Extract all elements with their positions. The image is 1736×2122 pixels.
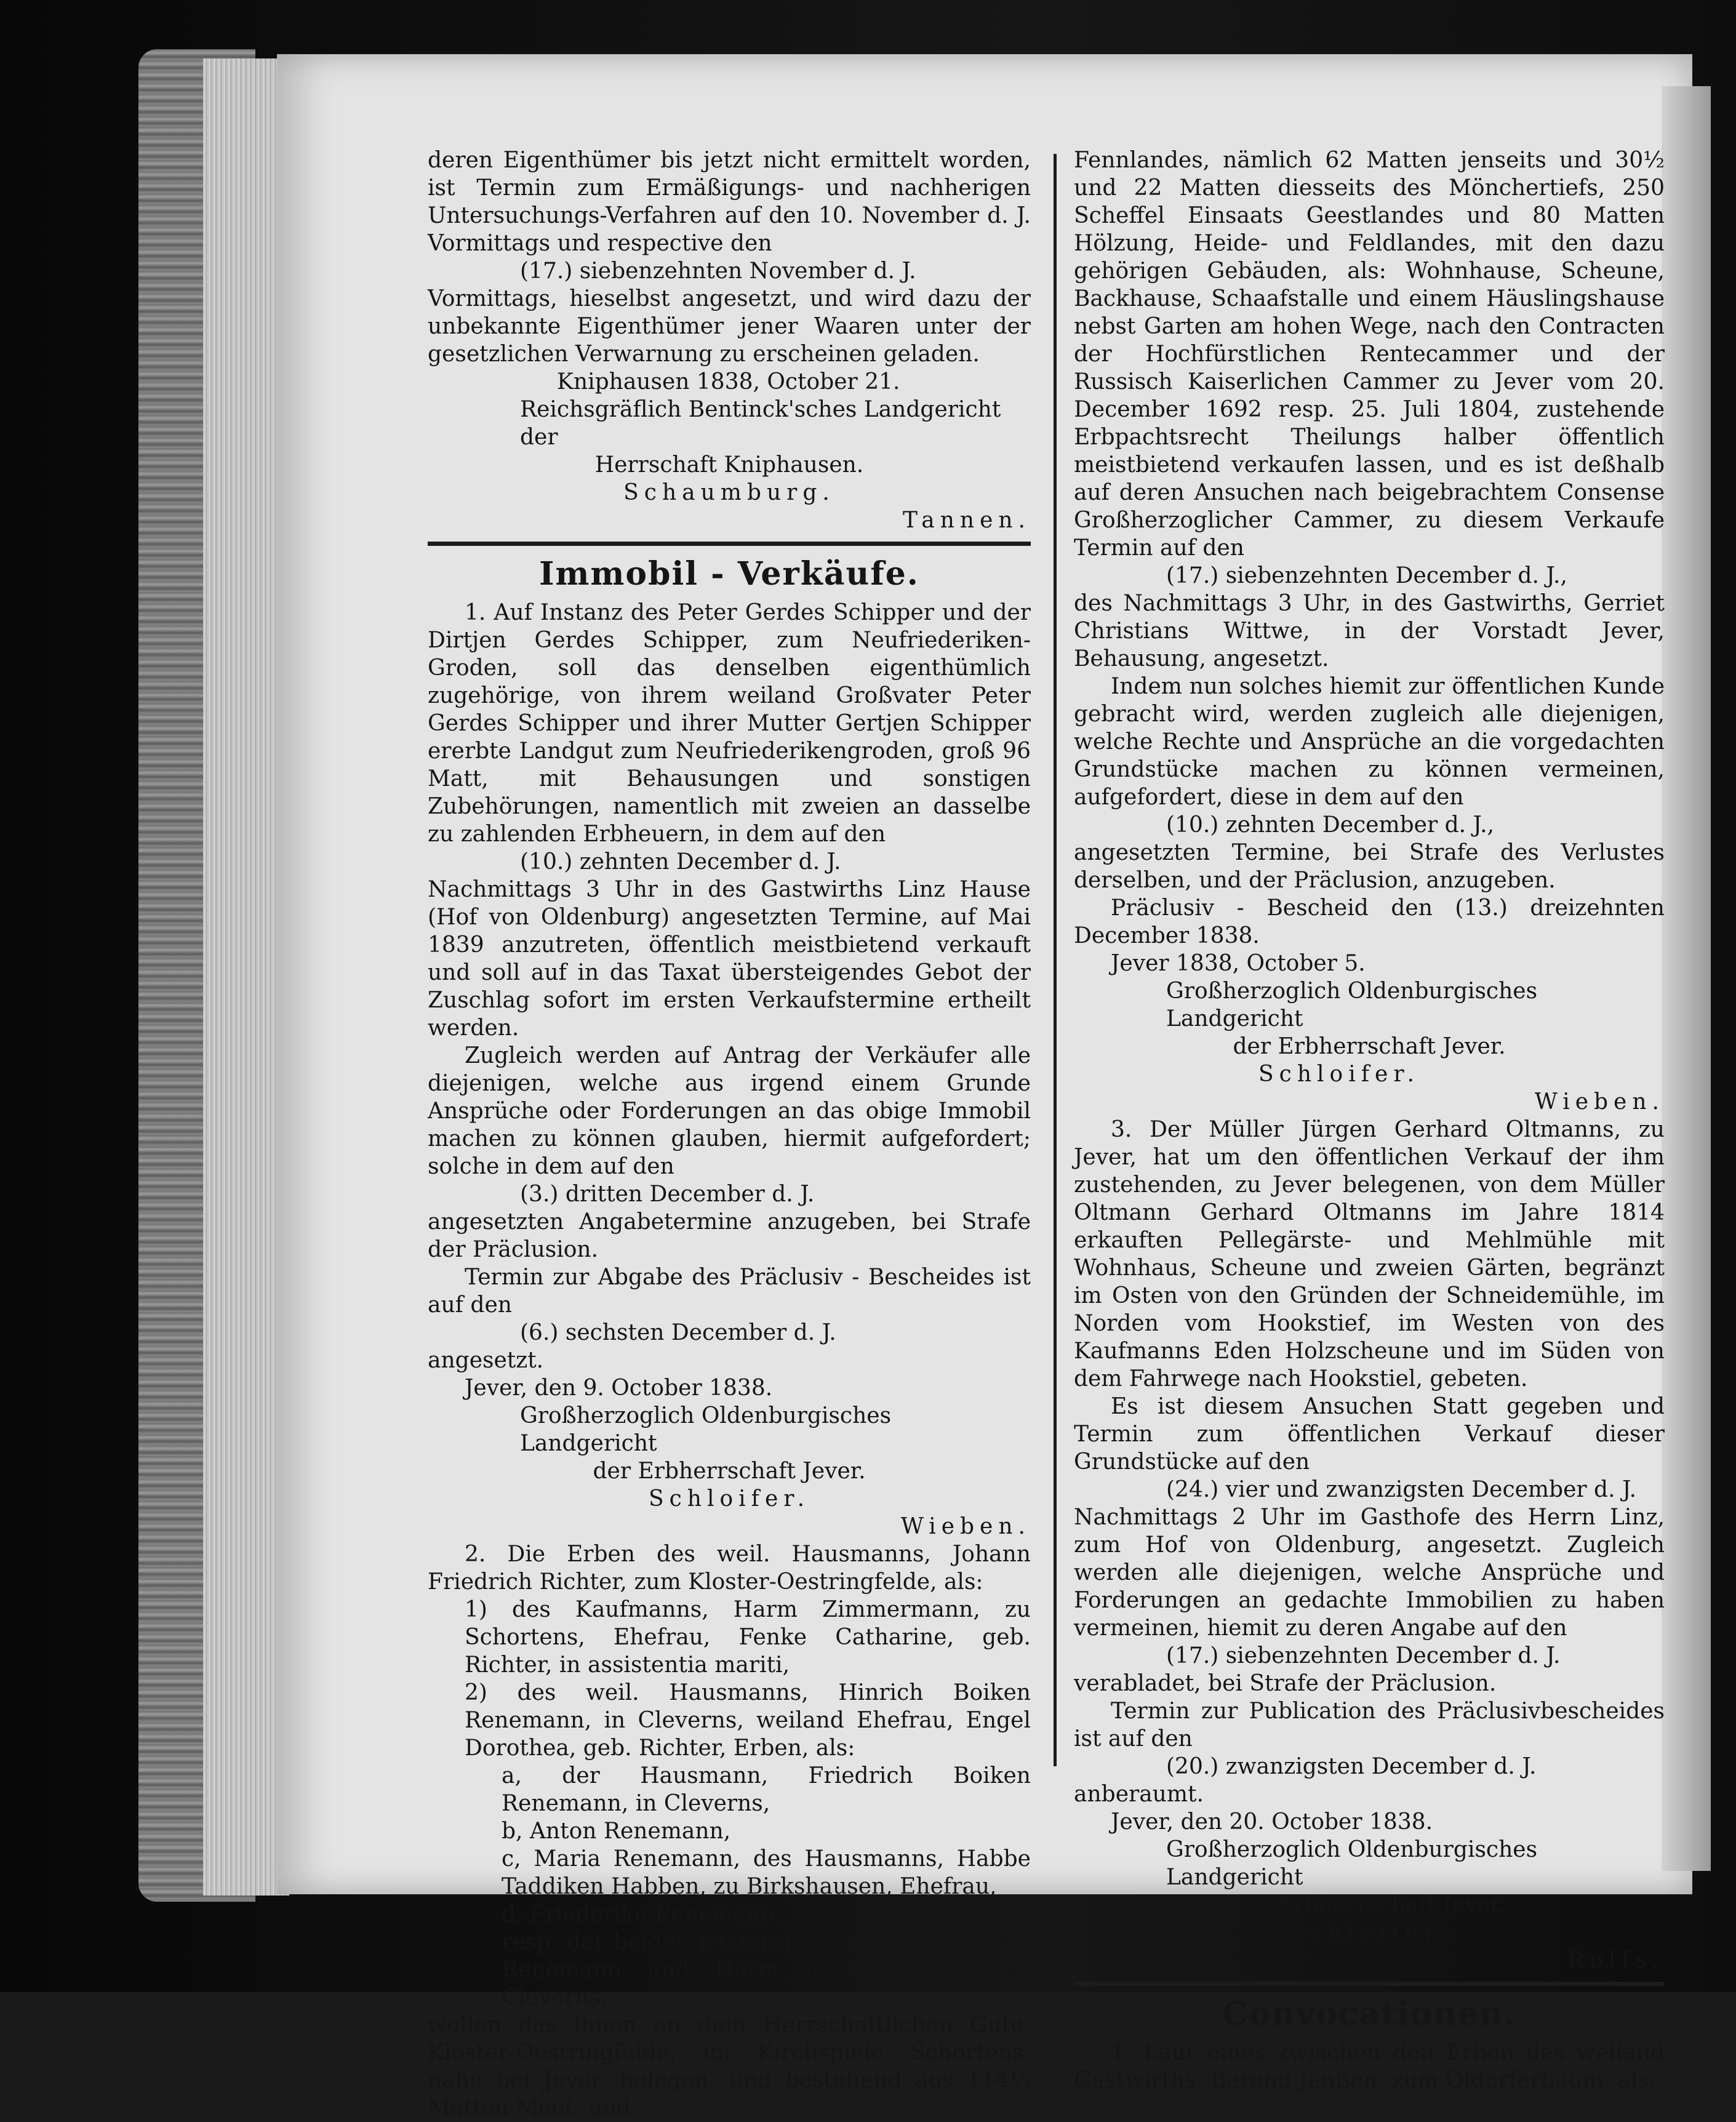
list-item: c, Maria Renemann, des Hausmanns, Habbe Taddiken Habben, zu Birkshausen, Ehefrau, [502,1846,1031,1899]
notice-paragraph: des Nachmittags 3 Uhr, in des Gastwirths, Gerriet Christians Wittwe, in der Vorstadt Jever, Behausung, angesetzt. [1074,591,1665,671]
notice-paragraph: 2. Die Erben des weil. Hausmanns, Johann Friedrich Richter, zum Kloster-Oestringfelde, als: [428,1542,1031,1595]
term-date: (10.) zehnten December d. J. [520,849,841,875]
court-name: Großherzoglich Oldenburgisches Landgericht [1166,1837,1538,1890]
section-heading: Convocationen. [1222,1995,1516,2033]
notice-paragraph: Nachmittags 2 Uhr im Gasthofe des Herrn Linz, zum Hof von Oldenburg, angesetzt. Zugleich werden alle diejenigen, welche Ansprüche und Forderungen an gedachte Immobilien zu haben vermeinen, hiemit zu deren Angabe auf den [1074,1505,1665,1641]
section-heading: Immobil - Verkäufe. [539,555,919,593]
court-name: der Erbherrschaft Jever. [1233,1034,1506,1059]
notice-date: Jever, den 20. October 1838. [1111,1809,1433,1835]
right-column [1074,146,1665,2094]
clerk-signature: Wieben. [1534,1089,1665,1115]
term-date: (17.) siebenzehnten December d. J., [1166,563,1567,588]
notice-paragraph: Zugleich werden auf Antrag der Verkäufer alle diejenigen, welche aus irgend einem Grunde Ansprüche oder Forderungen an das obige Immobil machen zu können glauben, hiermit aufgefordert; solche in dem auf den [428,1043,1031,1179]
court-name: Reichsgräflich Bentinck'sches Landgericht der [520,397,1001,450]
judge-signature: Schloifer. [1288,1920,1450,1945]
court-name: der Erbherrschaft Jever. [593,1459,866,1484]
notice-paragraph: Präclusiv - Bescheid den (13.) dreizehnten December 1838. [1074,895,1665,948]
notice-paragraph: Termin zur Publication des Präclusivbescheides ist auf den [1074,1699,1665,1752]
notice-paragraph: deren Eigenthümer bis jetzt nicht ermittelt worden, ist Termin zum Ermäßigungs- und nachherigen Untersuchungs-Verfahren auf den 10. November d. J. Vormittags und respective den [428,148,1031,256]
list-item: b, Anton Renemann, [502,1819,731,1844]
notice-paragraph: angesetzten Termine, bei Strafe des Verlustes derselben, und der Präclusion, anzugeben. [1074,840,1665,893]
judge-signature: Schloifer. [648,1486,810,1511]
page-curl [1662,86,1711,1871]
court-name: Großherzoglich Oldenburgisches Landgericht [520,1403,892,1456]
term-date: (17.) siebenzehnten November d. J. [520,258,916,284]
notice-paragraph: angesetzt. [428,1348,544,1373]
notice-paragraph: 3. Der Müller Jürgen Gerhard Oltmanns, zu Jever, hat um den öffentlichen Verkauf der ihm zustehenden, zu Jever belegenen, von dem Müller Oltmann Gerhard Oltmanns im Jahre 1814 erkauften Pellegärste- und Mehlmühle mit Wohnhaus, Scheune und zweien Gärten, begränzt im Osten von den Gründen der Schneidemühle, im Norden vom Hookstief, im Westen von des Kaufmanns Eden Holzscheune und im Süden von dem Fahrwege nach Hookstiel, gebeten. [1074,1117,1665,1391]
notice-paragraph: anberaumt. [1074,1782,1204,1807]
judge-signature: Schloifer. [1258,1062,1420,1087]
term-date: (17.) siebenzehnten December d. J. [1166,1643,1561,1668]
left-column [428,146,1031,2122]
section-rule [428,542,1031,546]
notice-date: Jever 1838, October 5. [1111,951,1366,976]
page-edges [203,58,289,1896]
notice-paragraph: Termin zur Abgabe des Präclusiv - Bescheides ist auf den [428,1265,1031,1318]
notice-date: Kniphausen 1838, October 21. [557,369,900,394]
clerk-signature: Wieben. [900,1514,1031,1539]
list-item: resp. der beiden letzteren Vormünder: Berend Renemann und Harm Renken Eden, zu Cleverns, [502,1929,1031,2010]
notice-paragraph: Fennlandes, nämlich 62 Matten jenseits und 30½ und 22 Matten diesseits des Mönchertiefs, 250 Scheffel Einsaats Geestlandes und 80 Matten Hölzung, Heide- und Feldlandes, mit den dazu gehörigen Gebäuden, als: Wohnhause, Scheune, Backhause, Schaafstalle und einem Häuslingshause nebst Garten am hohen Wege, nach den Contracten der Hochfürstlichen Rentecammer und der Russisch Kaiserlichen Cammer zu Jever vom 20. December 1692 resp. 25. Juli 1804, zustehende Erbpachtsrecht Theilungs halber öffentlich meistbietend verkaufen lassen, und es ist deßhalb auf deren Ansuchen nach beigebrachtem Consense Großherzoglicher Cammer, zu diesem Verkaufe Termin auf den [1074,148,1665,561]
list-item: d, Friederike Renemann, [502,1902,782,1927]
notice-paragraph: 1. Auf Instanz des Peter Gerdes Schipper und der Dirtjen Gerdes Schipper, zum Neufriederiken-Groden, soll das denselben eigenthümlich zugehörige, von ihrem weiland Großvater Peter Gerdes Schipper und ihrer Mutter Gertjen Schipper ererbte Landgut zum Neufriederikengroden, groß 96 Matt, mit Behausungen und sonstigen Zubehörungen, namentlich mit zweien an dasselbe zu zahlenden Erbheuern, in dem auf den [428,600,1031,847]
notice-paragraph: verabladet, bei Strafe der Präclusion. [1074,1671,1497,1696]
court-name: Herrschaft Kniphausen. [594,452,864,478]
notice-paragraph: Es ist diesem Ansuchen Statt gegeben und Termin zum öffentlichen Verkauf dieser Grundstücke auf den [1074,1394,1665,1475]
term-date: (20.) zwanzigsten December d. J. [1166,1754,1537,1779]
court-name: Großherzoglich Oldenburgisches Landgericht [1166,979,1538,1031]
list-item: 1) des Kaufmanns, Harm Zimmermann, zu Schortens, Ehefrau, Fenke Catharine, geb. Richter, in assistentia mariti, [465,1597,1031,1678]
term-date: (24.) vier und zwanzigsten December d. J. [1166,1477,1637,1502]
notice-paragraph: Indem nun solches hiemit zur öffentlichen Kunde gebracht wird, werden zugleich alle diejenigen, welche Rechte und Ansprüche an die vorgedachten Grundstücke machen zu können vermeinen, aufgefordert, diese in dem auf den [1074,674,1665,810]
notice-paragraph: 1. Laut eines zwischen den Erben des weiland Gastwirths, Berend Janßen, zum Oldorferbaum, als: [1074,2040,1665,2093]
list-item: a, der Hausmann, Friedrich Boiken Renemann, in Cleverns, [502,1763,1031,1816]
term-date: (10.) zehnten December d. J., [1166,812,1495,838]
clerk-signature: Rolfs. [1567,1948,1665,1973]
column-divider [1054,154,1057,1766]
term-date: (3.) dritten December d. J. [520,1182,815,1207]
notice-date: Jever, den 9. October 1838. [465,1375,773,1401]
notice-paragraph: Vormittags, hieselbst angesetzt, und wird dazu der unbekannte Eigenthümer jener Waaren unter der gesetzlichen Verwarnung zu erscheinen geladen. [428,286,1031,367]
section-rule [1074,1982,1665,1986]
notice-paragraph: angesetzten Angabetermine anzugeben, bei Strafe der Präclusion. [428,1209,1031,1262]
notice-paragraph: Nachmittags 3 Uhr in des Gastwirths Linz Hause (Hof von Oldenburg) angesetzten Termine, auf Mai 1839 anzutreten, öffentlich meistbietend verkauft und soll auf in das Taxat übersteigendes Gebot der Zuschlag sofort im ersten Verkaufstermine ertheilt werden. [428,877,1031,1041]
notice-paragraph: wollen das ihnen an dem Herrschaftlichen Gute, Kloster-Oestringfelde, im Kirchspiele Schortens, nahe bei Jever, belegen, und bestehend aus 114½ Matten Meet- und [428,2012,1031,2121]
judge-signature: Schaumburg. [623,480,835,505]
court-name: der Erbherrschaft Jever. [1233,1892,1506,1918]
term-date: (6.) sechsten December d. J. [520,1320,836,1345]
clerk-signature: Tannen. [903,508,1031,533]
list-item: 2) des weil. Hausmanns, Hinrich Boiken Renemann, in Cleverns, weiland Ehefrau, Engel Dorothea, geb. Richter, Erben, als: [465,1680,1031,1761]
